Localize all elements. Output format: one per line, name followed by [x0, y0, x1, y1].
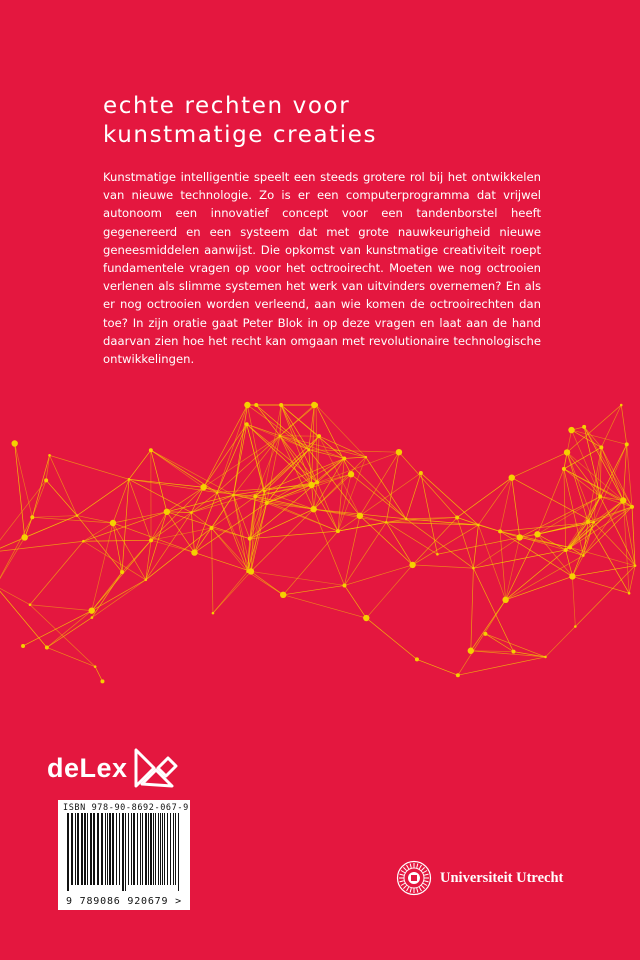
network-node [415, 657, 419, 661]
network-line [406, 473, 421, 519]
barcode-bar [125, 813, 126, 891]
network-line [151, 450, 234, 495]
network-line [421, 473, 438, 554]
seal-ray [410, 888, 411, 892]
network-node [363, 615, 369, 621]
seal-ray [410, 864, 411, 868]
network-line [129, 479, 204, 487]
barcode-bar [122, 813, 124, 891]
network-line [25, 480, 46, 537]
network-line [32, 455, 49, 517]
network-line [129, 479, 151, 540]
network-line [621, 405, 626, 444]
network-node [586, 520, 590, 524]
network-node [232, 494, 235, 497]
network-node [544, 656, 547, 659]
university-logo [396, 860, 563, 896]
network-line [623, 444, 626, 500]
network-node [405, 518, 408, 521]
barcode-bar [81, 813, 83, 885]
cover-title [103, 92, 377, 150]
network-line [344, 522, 386, 585]
network-line [280, 436, 366, 457]
network-node [477, 524, 480, 527]
network-line [46, 480, 77, 515]
network-node [191, 549, 197, 555]
seal-ray [423, 871, 427, 873]
network-line [283, 595, 366, 618]
network-line [584, 427, 632, 507]
seal-ray [401, 871, 405, 873]
seal-ray [417, 888, 418, 892]
network-node [246, 570, 249, 573]
network-line [46, 455, 49, 480]
barcode-bar [112, 813, 114, 885]
network-node [365, 456, 368, 459]
network-line [601, 405, 621, 447]
network-node [315, 480, 319, 484]
network-line [512, 478, 520, 538]
barcode-bar [97, 813, 99, 885]
barcode-bar [170, 813, 171, 885]
network-node [216, 491, 219, 494]
network-line [129, 450, 151, 479]
network-node [48, 454, 51, 457]
network-node [630, 505, 634, 509]
network-line [514, 652, 546, 657]
network-node [468, 648, 474, 654]
network-line [316, 405, 317, 482]
network-line [0, 537, 25, 586]
network-node [280, 592, 286, 598]
network-node [564, 449, 570, 455]
network-line [594, 522, 635, 565]
seal-ray [401, 883, 405, 885]
title-line-2: kunstmatige creaties [103, 122, 378, 148]
network-node [582, 554, 585, 557]
network-node [45, 645, 49, 649]
network-node [509, 474, 515, 480]
network-line [485, 634, 545, 657]
network-node [21, 644, 25, 648]
network-node [483, 632, 487, 636]
barcode-bar [148, 813, 149, 885]
network-line [15, 444, 25, 538]
network-line [122, 540, 151, 572]
network-line [50, 455, 77, 515]
network-node [517, 534, 523, 540]
seal-ray [421, 867, 424, 870]
network-line [211, 528, 247, 572]
network-line [283, 531, 338, 595]
seal-ray [407, 865, 409, 869]
network-line [344, 565, 412, 586]
network-line [95, 667, 102, 682]
network-line [234, 436, 280, 495]
barcode-bar [90, 813, 92, 885]
barcode-bar [131, 813, 132, 885]
barcode-bar [119, 813, 120, 885]
network-node [30, 515, 34, 519]
publisher-logo [47, 748, 180, 788]
network-node [164, 509, 170, 515]
network-line [386, 522, 412, 565]
network-line [506, 537, 520, 599]
network-node [568, 546, 572, 550]
seal-ray [424, 874, 428, 875]
network-line [217, 493, 247, 572]
network-node [599, 445, 603, 449]
network-node [625, 442, 629, 446]
network-node [620, 404, 623, 407]
network-node [190, 511, 193, 514]
network-line [564, 469, 566, 550]
barcode-bars [63, 813, 185, 891]
seal-ray [423, 883, 427, 885]
network-line [92, 572, 122, 617]
network-node [253, 494, 257, 498]
network-node [310, 506, 316, 512]
network-line [413, 565, 474, 568]
barcode-digits: 9 789086 920679 > [66, 896, 182, 907]
university-seal-icon [396, 860, 432, 896]
network-node [534, 531, 540, 537]
network-line [312, 452, 399, 485]
network-node [212, 612, 215, 615]
network-line [83, 541, 145, 580]
network-node [582, 425, 586, 429]
seal-ray [400, 874, 404, 875]
barcode-bar [75, 813, 76, 885]
barcode-bar [133, 813, 135, 885]
network-line [217, 405, 247, 493]
network-line [167, 512, 192, 513]
network-node [502, 597, 508, 603]
network-node [82, 540, 85, 543]
seal-ray [417, 864, 418, 868]
network-node [128, 478, 131, 481]
network-node [22, 534, 28, 540]
network-node [396, 449, 402, 455]
barcode-bar [101, 813, 103, 885]
seal-ray [403, 885, 406, 888]
barcode-bar [71, 813, 73, 885]
title-line-1: echte rechten voor [103, 93, 351, 119]
network-node [311, 402, 317, 408]
network-node [564, 548, 568, 552]
network-node [120, 570, 124, 574]
blurb-text: Kunstmatige intelligentie speelt een steeds grotere rol bij het ontwikkelen van nieuwe technologie. Zo is er een computerprogramma dat vrijwel autonoom een innovatief concept voor een tandenborstel heeft gegenereerd en een systeem dat met grote nauwkeurigheid nieuwe geneesmiddelen aanwijst. Die opkomst van kunstmatige creativiteit roept fundamentele vragen op voor het octrooirecht. Moeten we nog octrooien verlenen als slimme systemen het werk van uitvinders overnemen? En als er nog octrooien worden verleend, aan wie komen de octrooirechten dan toe? In zijn oratie gaat Peter Blok in op deze vragen en laat aan de hand daarvan zien hoe het recht kan omgaan met revolutionaire technologische ontwikkelingen. [103, 170, 541, 367]
network-node [89, 607, 95, 613]
network-node [307, 448, 310, 451]
network-line [280, 436, 344, 459]
network-line [471, 568, 474, 651]
barcode-bar [93, 813, 95, 885]
network-node [620, 497, 626, 503]
network-node [209, 526, 213, 530]
network-node [456, 673, 460, 677]
barcode-bar [87, 813, 88, 885]
network-line [194, 528, 211, 553]
network-line [283, 585, 344, 594]
network-node [598, 495, 602, 499]
network-node [91, 616, 94, 619]
network-node [29, 603, 32, 606]
network-line [77, 479, 129, 515]
network-line [234, 495, 251, 571]
network-line [15, 444, 33, 518]
seal-ray [400, 881, 404, 882]
network-line [50, 455, 129, 479]
network-line [316, 405, 366, 457]
barcode-bar [162, 813, 163, 885]
network-node [100, 679, 104, 683]
network-line [256, 405, 308, 450]
network-line [575, 566, 635, 627]
network-line [255, 436, 280, 497]
network-node [144, 579, 147, 582]
network-line [572, 430, 601, 497]
network-node [279, 403, 283, 407]
network-line [500, 531, 572, 576]
network-node [455, 515, 459, 519]
network-line [30, 541, 83, 604]
network-line [629, 566, 635, 594]
network-node [409, 562, 415, 568]
network-node [336, 529, 340, 533]
network-node [263, 490, 266, 493]
network-node [254, 403, 258, 407]
network-node [574, 625, 577, 628]
network-node [592, 521, 595, 524]
network-node [248, 537, 252, 541]
barcode-bar [105, 813, 106, 885]
network-line [572, 576, 575, 626]
network-line [251, 509, 314, 571]
barcode-bar [140, 813, 141, 885]
network-lines [0, 405, 635, 681]
network-line [417, 659, 458, 675]
network-line [537, 469, 563, 534]
network-line [213, 571, 251, 613]
network-line [351, 474, 406, 519]
network-line [338, 457, 366, 531]
network-node [11, 440, 17, 446]
network-line [151, 450, 217, 492]
network-line [366, 565, 412, 618]
isbn-barcode [58, 800, 190, 910]
network-node [348, 471, 354, 477]
network-node [244, 402, 250, 408]
network-node [76, 514, 79, 517]
network-line [344, 516, 359, 586]
network-line [32, 516, 77, 518]
barcode-bar [164, 813, 165, 885]
network-node [94, 665, 97, 668]
network-node [472, 567, 475, 570]
network-line [146, 540, 151, 579]
network-line [92, 540, 151, 610]
network-line [512, 452, 567, 477]
network-line [0, 586, 47, 647]
network-node [498, 529, 502, 533]
network-node [357, 513, 363, 519]
network-line [217, 493, 251, 572]
network-node [569, 573, 575, 579]
network-node [44, 478, 48, 482]
network-node [149, 538, 153, 542]
barcode-bar [67, 813, 69, 891]
network-line [386, 522, 437, 554]
network-line [234, 495, 314, 509]
isbn-label: ISBN 978-90-8692-067-9 [63, 803, 189, 813]
seal-ray [419, 865, 421, 869]
seal-ray [419, 887, 421, 891]
network-node [385, 521, 388, 524]
barcode-bar [160, 813, 161, 885]
barcode-bar [153, 813, 154, 885]
barcode-bar [84, 813, 86, 885]
network-node [562, 467, 566, 471]
network-node [419, 471, 423, 475]
network-node [512, 650, 516, 654]
network-line [344, 457, 365, 458]
barcode-bar [167, 813, 168, 885]
barcode-bar [77, 813, 79, 885]
network-line [567, 452, 588, 521]
barcode-bar [150, 813, 152, 885]
barcode-bar [109, 813, 111, 885]
network-node [342, 583, 346, 587]
barcode-bar [158, 813, 159, 885]
seal-ray [403, 867, 406, 870]
network-line [366, 457, 406, 519]
network-node [634, 564, 637, 567]
network-line [500, 531, 506, 599]
barcode-bar [145, 813, 147, 885]
network-node [279, 434, 282, 437]
barcode-bar [116, 813, 117, 885]
network-line [458, 600, 506, 675]
network-graphic [0, 400, 640, 780]
network-node [200, 484, 206, 490]
network-node [265, 501, 269, 505]
delex-logo-icon [134, 748, 180, 788]
network-line [92, 580, 146, 618]
network-line [317, 436, 319, 482]
seal-ray [407, 887, 409, 891]
network-line [458, 657, 546, 675]
barcode-bar [107, 813, 108, 885]
network-line [83, 540, 151, 541]
network-line [413, 517, 458, 564]
barcode-bar [173, 813, 174, 885]
network-line [421, 473, 478, 525]
university-name: Universiteit Utrecht [440, 869, 564, 886]
network-node [245, 422, 249, 426]
seal-ray [421, 885, 424, 888]
network-line [191, 512, 194, 552]
network-line [151, 512, 167, 541]
network-line [248, 491, 265, 571]
barcode-bar [175, 813, 176, 885]
network-node [342, 456, 346, 460]
network-line [30, 605, 92, 611]
network-line [545, 627, 575, 657]
network-line [213, 572, 248, 613]
network-line [146, 512, 167, 580]
barcode-bar [142, 813, 143, 885]
network-line [204, 424, 247, 487]
barcode-bar [178, 813, 179, 891]
network-line [600, 497, 635, 566]
network-node [149, 448, 153, 452]
publisher-name: deLex [47, 752, 128, 783]
network-line [314, 457, 366, 509]
network-line [247, 424, 265, 491]
network-node [568, 427, 574, 433]
network-line [47, 647, 95, 666]
network-line [567, 452, 623, 500]
network-node [110, 520, 116, 526]
network-node [436, 553, 439, 556]
network-line [0, 480, 46, 552]
network-line [457, 478, 512, 518]
network-line [338, 519, 406, 531]
network-node [317, 434, 321, 438]
barcode-bar [137, 813, 138, 885]
network-node [308, 482, 314, 488]
seal-ray [424, 881, 428, 882]
network-line [366, 618, 417, 659]
network-line [0, 586, 30, 605]
barcode-bar [128, 813, 129, 885]
barcode-bar [155, 813, 156, 885]
network-line [572, 430, 627, 444]
network-node [628, 592, 631, 595]
network-line [314, 509, 345, 585]
